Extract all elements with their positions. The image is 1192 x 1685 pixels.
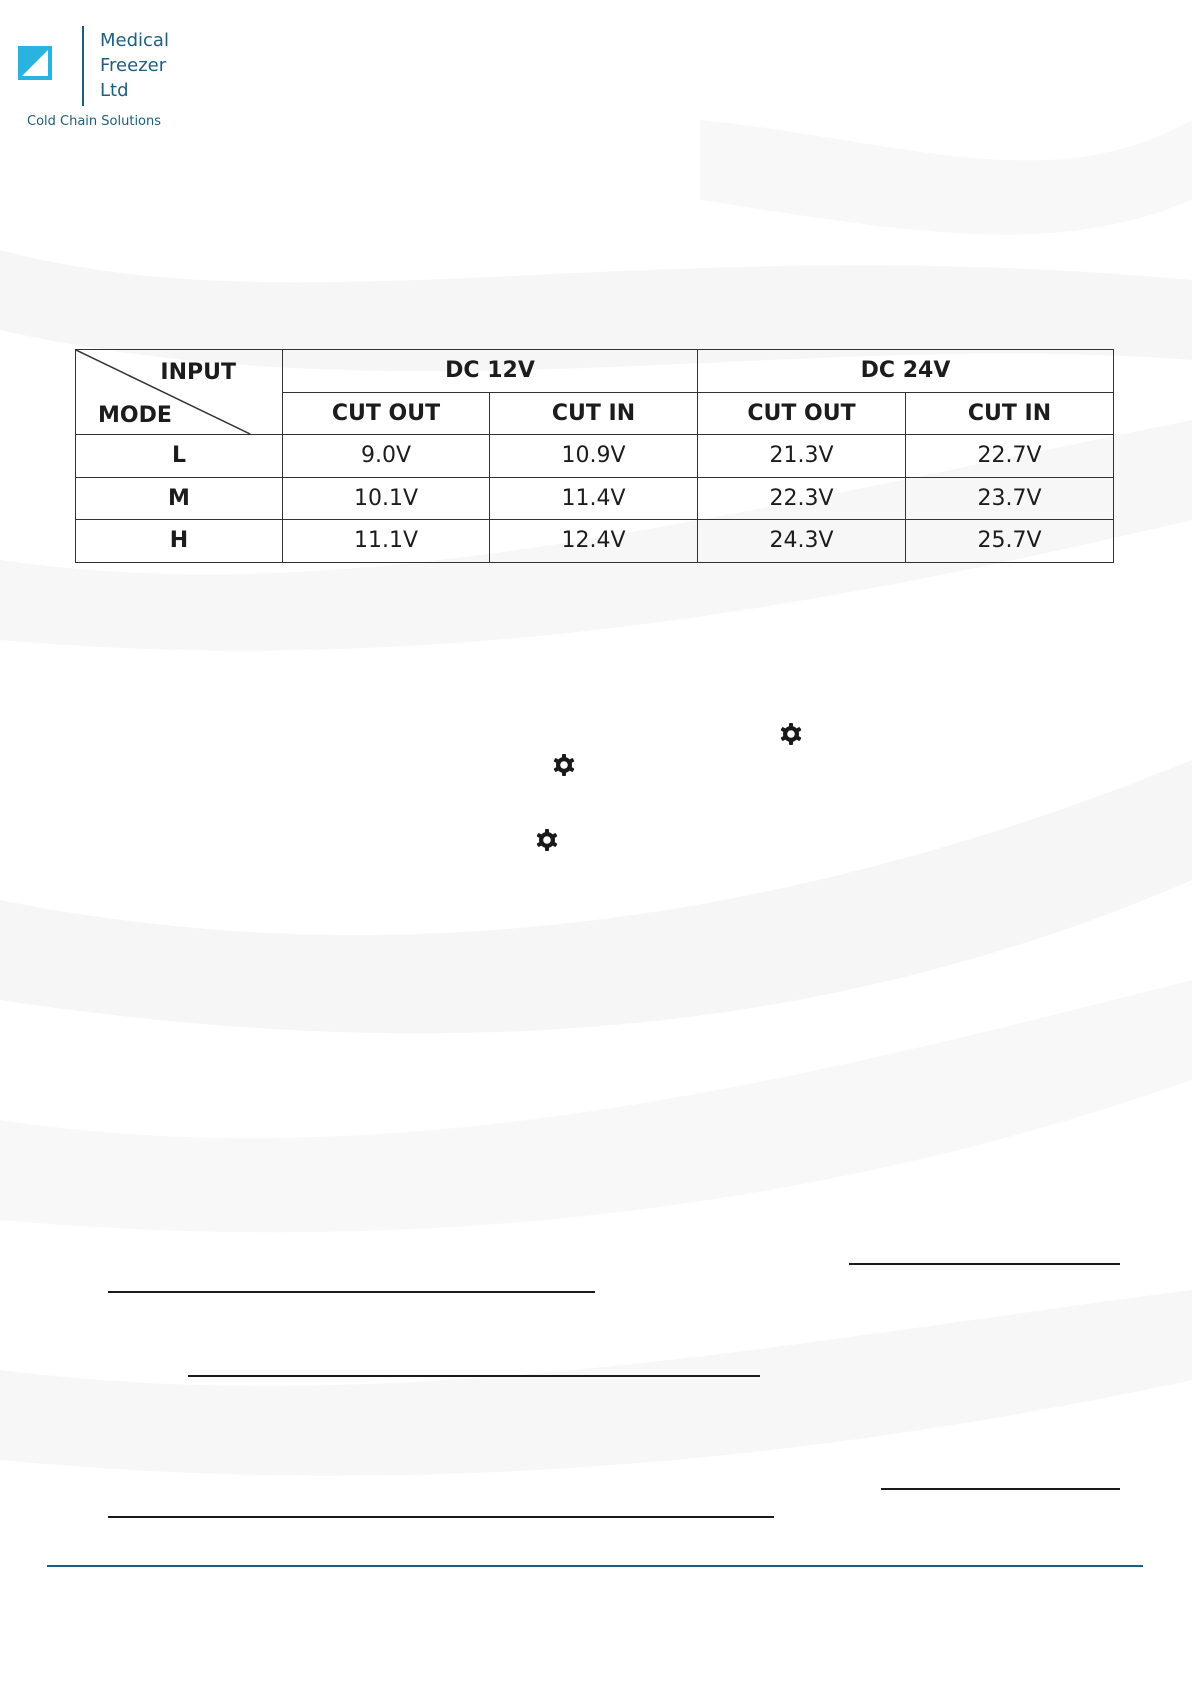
row-mode-label: H: [76, 520, 283, 563]
logo-wordmark: [100, 28, 169, 103]
underline-3: [188, 1375, 760, 1377]
underline-2: [108, 1291, 595, 1293]
table-row: [76, 477, 1114, 520]
logo-divider: [82, 26, 84, 106]
subheader-cut-in-12: CUT IN: [490, 392, 698, 435]
table-cell: 12.4V: [490, 520, 698, 563]
table-cell: 11.4V: [490, 477, 698, 520]
subheader-cut-out-12: CUT OUT: [283, 392, 490, 435]
underline-5: [108, 1516, 774, 1518]
table-cell: 10.9V: [490, 435, 698, 478]
table-cell: 22.3V: [698, 477, 906, 520]
corner-input-label: INPUT: [160, 360, 236, 385]
corner-mode-label: MODE: [98, 403, 172, 428]
table-cell: 10.1V: [283, 477, 490, 520]
table-row: [76, 435, 1114, 478]
row-mode-label: L: [76, 435, 283, 478]
voltage-protection-table: [75, 349, 1114, 563]
underline-4: [881, 1488, 1120, 1490]
table-row: [76, 520, 1114, 563]
group-header-dc12: DC 12V: [283, 350, 698, 393]
gear-icon: [779, 722, 803, 746]
logo-mark-icon: [18, 46, 52, 80]
table-cell: 22.7V: [906, 435, 1114, 478]
row-mode-label: M: [76, 477, 283, 520]
logo-tagline: Cold Chain Solutions: [27, 114, 162, 129]
subheader-cut-out-24: CUT OUT: [698, 392, 906, 435]
underline-1: [849, 1263, 1120, 1265]
table-cell: 23.7V: [906, 477, 1114, 520]
table-cell: 25.7V: [906, 520, 1114, 563]
table-cell: 21.3V: [698, 435, 906, 478]
table-cell: 9.0V: [283, 435, 490, 478]
logo-line-1: Medical: [100, 30, 169, 51]
gear-icon: [535, 828, 559, 852]
table-cell: 24.3V: [698, 520, 906, 563]
group-header-dc24: DC 24V: [698, 350, 1114, 393]
logo-line-2: Freezer: [100, 55, 167, 76]
table-corner-cell: [76, 350, 283, 435]
footer-rule: [47, 1565, 1143, 1567]
logo-line-3: Ltd: [100, 80, 129, 101]
gear-icon: [552, 753, 576, 777]
table-cell: 11.1V: [283, 520, 490, 563]
subheader-cut-in-24: CUT IN: [906, 392, 1114, 435]
